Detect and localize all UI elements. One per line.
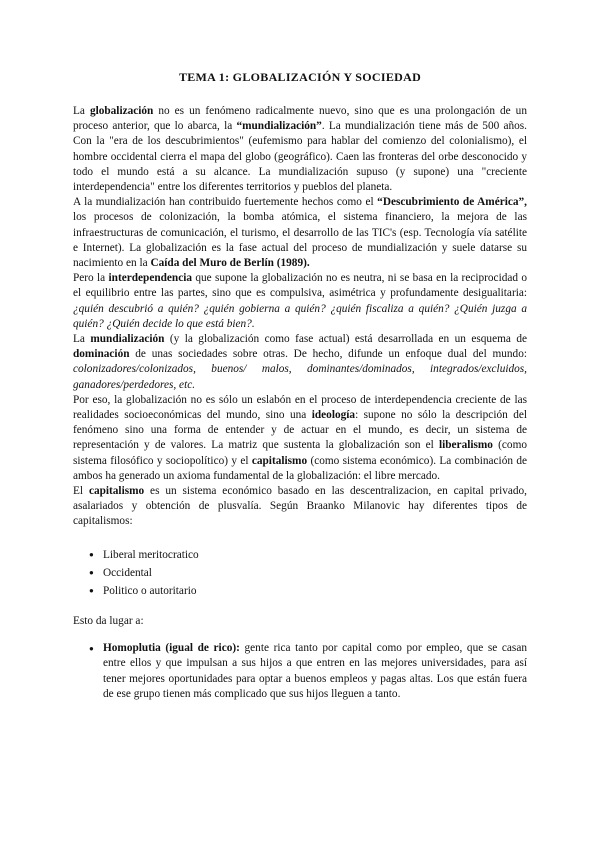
paragraph-mundializacion [73,195,527,271]
text: El [73,485,89,498]
list-item-homoplutia [91,641,527,703]
list-item: ● Politico o autoritario [91,582,527,600]
page-title: TEMA 1: GLOBALIZACIÓN Y SOCIEDAD [178,70,422,84]
paragraph-globalizacion [73,104,527,195]
text: A la mundialización han contribuido fuertemente hechos como el [73,196,378,209]
text: : supone no sólo la descripción del fenómeno sino una forma de entender y de actuar en el mundo, es decir, un sistema de representación y de valores. La matriz que sustenta la globalización son el [73,409,527,452]
bold-term: interdependencia [108,272,193,285]
text: Por eso, la globalización no es sólo un eslabón en el proceso de interdependencia creciente de las realidades socioeconómicas del mundo, sino una [73,393,527,422]
bold-term: Homoplutia (igual de rico): [103,641,240,654]
bold-term: ideología [311,409,356,422]
text: de unas sociedades sobre otras. De hecho, difunde un enfoque dual del mundo: [129,348,527,361]
bold-term: “mundialización” [236,120,322,133]
list-item: ● Occidental [91,564,527,582]
text: (y la globalización como fase actual) está desarrollada en un esquema de [164,333,527,346]
text: (como sistema económico). La combinación de ambos ha generado un axioma fundamental de la globalización: el libre mercado. [73,454,528,482]
paragraph-esto-da-lugar: Esto da lugar a: [73,614,144,627]
list-item: ● Liberal meritocratico [91,546,527,564]
text: Pero la [73,272,109,285]
text: gente rica tanto por capital como por empleo, que se casan entre ellos y que impulsan a sus hijos a que entren en las mejores universidades, para así tener mejores oportunidades para optar a buenos empleos y pagas altas. Los que están fuera de ese grupo tienen más complicado que sus hijos lleguen a tanto. [103,641,527,701]
text: que supone la globalización no es neutra, ni se basa en la reciprocidad o el equilibrio entre las partes, sino que es compulsiva, asimétrica y profundamente desigualitaria: [73,272,527,300]
bold-term: capitalismo [88,485,145,498]
document-body [73,104,527,703]
text: es un sistema económico basado en las descentralizacion, en capital privado, asalariados y obtención de plusvalía. Según Braanko Milanovic hay diferentes tipos de capitalismos: [73,485,527,528]
bold-term: “Descubrimiento de América”, [377,196,528,209]
text: La [73,333,91,346]
bold-term: dominación [73,348,130,361]
text: . La mundialización tiene más de 500 años. Con la "era de los descubrimientos" (eufemismo para hablar del comienzo del colonialismo), el hombre occidental cierra el mapa del globo (geográfico). Caen las fronteras del orbe desconocido y todo el mundo está a su alcance. La mundialización supuso (y supone) una "creciente interdependencia" entre los diferentes territorios y pueblos del planeta. [73,120,527,194]
paragraph-ideologia [73,393,527,484]
bold-term: globalización [89,105,154,117]
bold-term: Caída del Muro de Berlín (1989). [150,257,310,270]
consequences-list [73,641,527,703]
text: los procesos de colonización, la bomba atómica, el sistema financiero, la mejora de las infraestructuras de comunicación, el turismo, el desarrollo de las TIC's (esp. Tecnología vía satélite e Internet). La globalización es la fase actual del proceso de mundialización y suele datarse su nacimiento en la [73,211,527,270]
capitalism-types-list [73,546,527,600]
paragraph-dominacion [73,332,527,393]
text: no es un fenómeno radicalmente nuevo, sino que es una prolongación de un proceso anterior, que lo abarca, la [73,105,527,133]
bold-term: capitalismo [251,454,308,467]
text: La [73,105,90,117]
bold-term: liberalismo [438,439,493,452]
paragraph-interdependencia [73,271,527,332]
italic-questions: ¿quién descubrió a quién? ¿quién gobierna a quién? ¿quién fiscaliza a quién? ¿Quién juzga a quién? ¿Quién decide lo que está bien?. [73,302,527,330]
italic-dualities: colonizadores/colonizados, buenos/ malos, dominantes/dominados, integrados/excluidos, ganadores/perdedores, etc. [73,363,527,391]
text: (como sistema filosófico y sociopolítico) y el [73,439,527,467]
paragraph-capitalismo [73,484,527,530]
bold-term: mundialización [90,333,165,346]
